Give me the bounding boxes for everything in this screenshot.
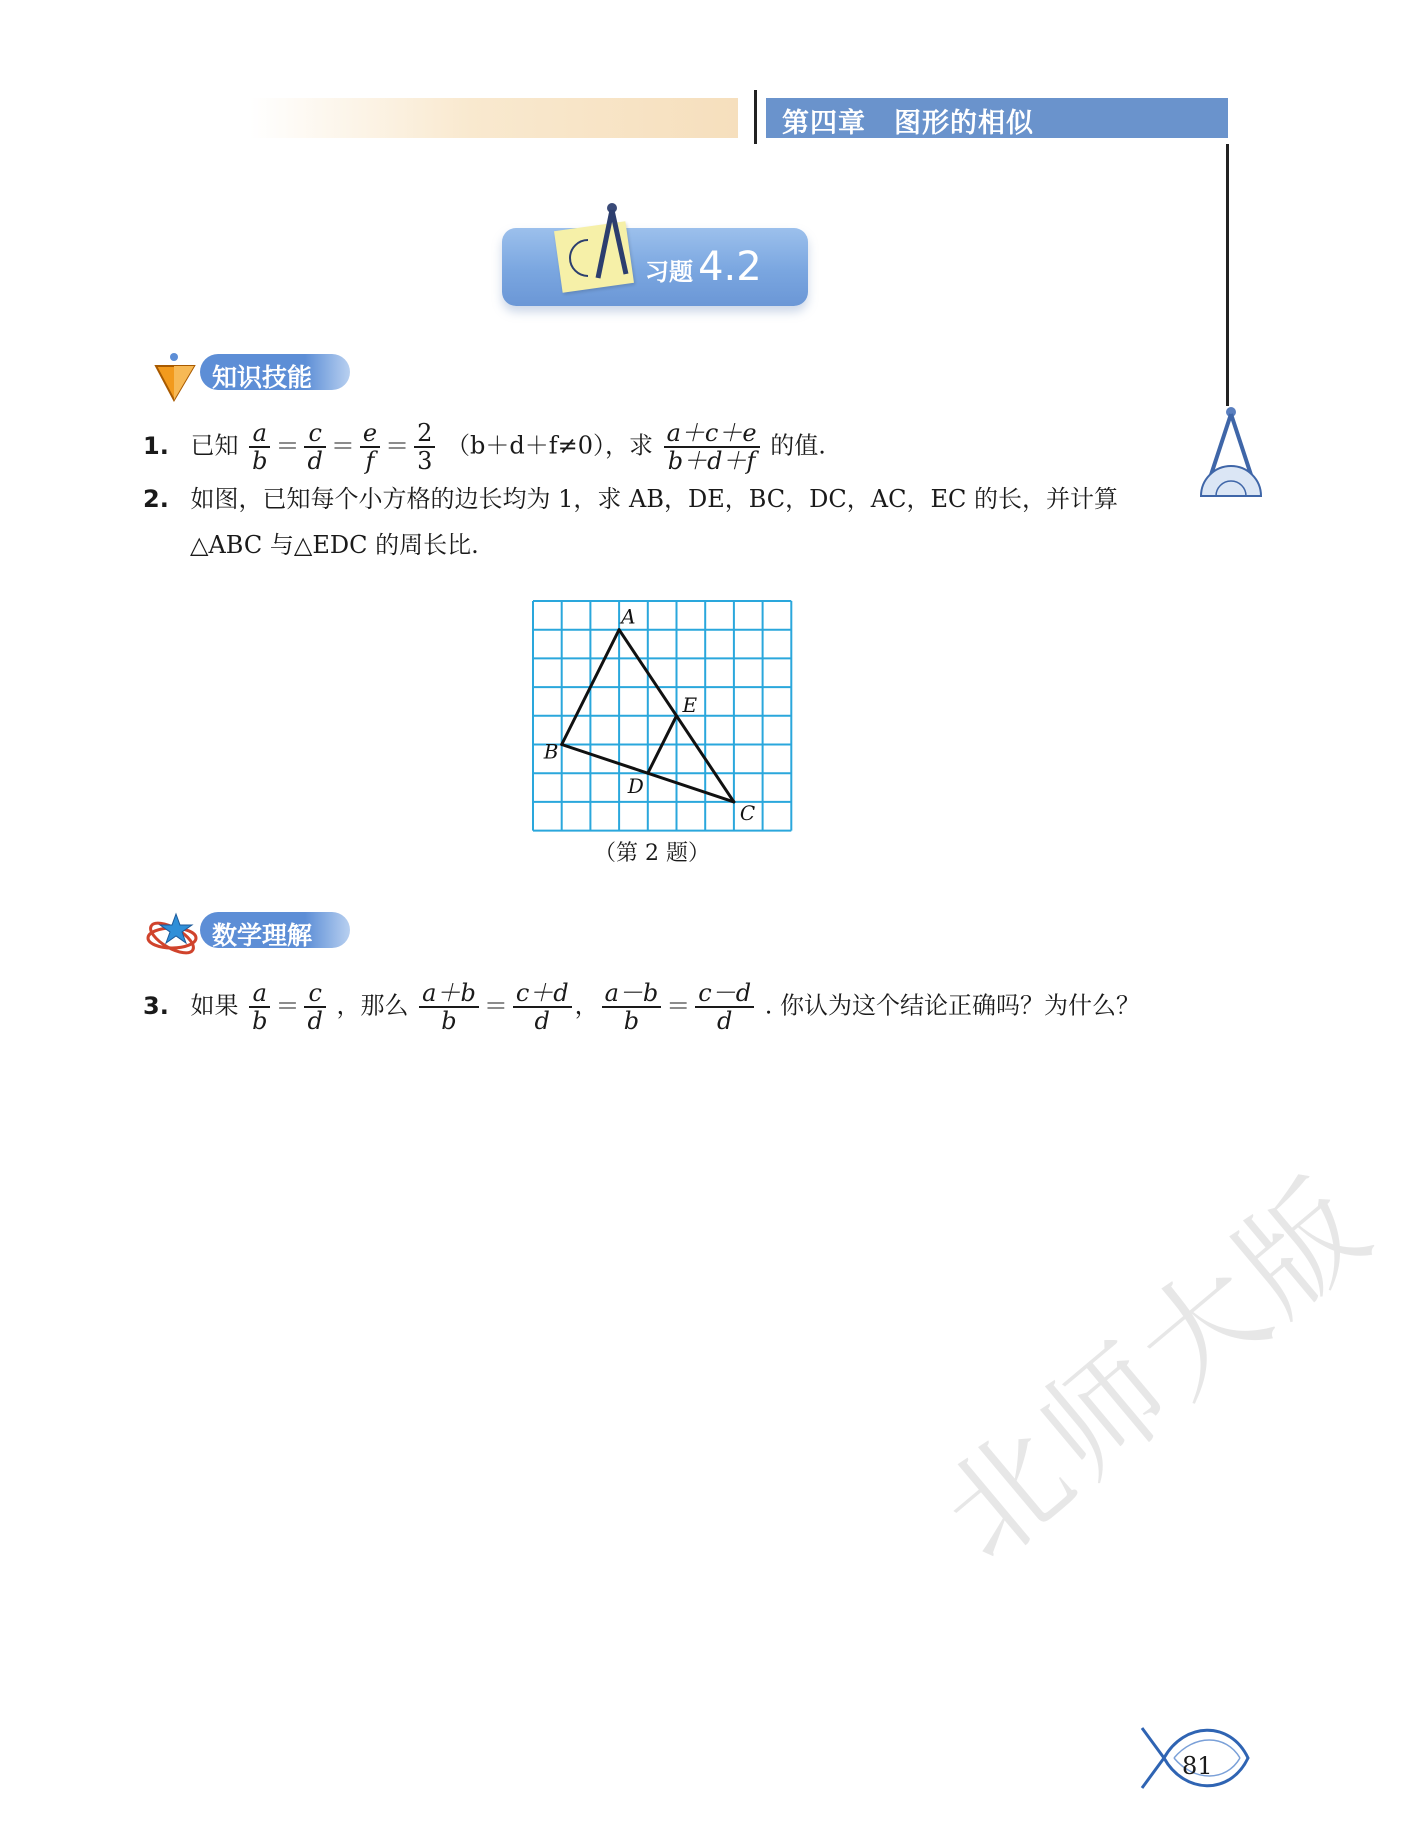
header-separator — [754, 90, 757, 144]
watermark: 北师大版 — [917, 1151, 1399, 1588]
problem-text: 已知 — [190, 431, 239, 460]
numerator: c — [304, 420, 325, 448]
denominator: b — [623, 1007, 640, 1035]
section-understanding — [146, 910, 362, 950]
problem-3: 3. 如果 $\frac{a}{b}$ ＝ $\frac{c}{d}$ ，那么 $\frac{a+b}{b}$ ＝ $\frac{c+d}{d}$ ， $\frac{a-b}{b}$ ＝ $\frac{c-d}{d}$ . 你认为这个结论正确吗？为什么？ — [143, 979, 1141, 1035]
point-label-e: E — [682, 692, 698, 717]
numerator: c－d — [695, 980, 754, 1008]
fraction — [419, 980, 479, 1034]
exercise-number: 4.2 — [698, 244, 762, 290]
denominator: b＋d＋f — [667, 447, 756, 475]
numerator: a＋b — [419, 980, 479, 1008]
grid-figure — [520, 590, 800, 830]
point-label-c: C — [739, 800, 756, 825]
header-gradient-band — [250, 98, 738, 138]
figure-caption: （第 2 题） — [594, 841, 710, 866]
margin-rule — [1226, 144, 1229, 406]
fraction — [695, 980, 754, 1034]
numerator: 2 — [414, 420, 435, 448]
denominator: b — [252, 447, 268, 475]
chapter-title: 第四章 图形的相似 — [782, 108, 1034, 139]
fraction — [664, 420, 760, 474]
fraction — [249, 980, 270, 1034]
problem-text: △ABC 与△EDC 的周长比. — [190, 531, 479, 559]
numerator: a — [249, 980, 270, 1008]
problem-text: 的值. — [770, 431, 826, 460]
fraction — [304, 980, 325, 1034]
exercise-title — [645, 244, 762, 290]
problem-1: 1. 已知 $\frac{a}{b}$ ＝ $\frac{c}{d}$ ＝ $\frac{e}{f}$ ＝ $\frac{2}{3}$ （b＋d＋f≠0），求 $\frac{a+c+e}{b+d+f}$ 的值. — [143, 419, 826, 475]
compass-protractor-icon — [1196, 404, 1266, 504]
problem-text: 如图，已知每个小方格的边长均为 1，求 AB，DE，BC，DC，AC，EC 的长，并计算 — [190, 485, 1118, 513]
denominator: d — [307, 1007, 323, 1035]
fraction — [360, 420, 380, 474]
exercise-label: 习题 — [645, 258, 693, 286]
problem-number: 3. — [143, 991, 169, 1020]
numerator: a — [249, 420, 270, 448]
numerator: e — [360, 420, 380, 448]
problem-2-line-2 — [190, 528, 479, 562]
compass-icon — [574, 200, 644, 296]
section-skills — [152, 352, 362, 392]
fraction — [602, 980, 662, 1034]
problem-text: . 你认为这个结论正确吗？为什么？ — [764, 991, 1141, 1020]
problem-text: ， — [574, 991, 599, 1020]
denominator: d — [717, 1007, 733, 1035]
problem-text: 如果 — [190, 991, 239, 1020]
pyramid-icon — [152, 352, 200, 402]
problem-text: ，那么 — [336, 991, 409, 1020]
page-number: 81 — [1182, 1752, 1213, 1780]
atom-star-icon — [146, 910, 202, 958]
fraction — [249, 420, 270, 474]
problem-2 — [143, 482, 1118, 516]
numerator: a＋c＋e — [664, 420, 760, 448]
problem-number: 1. — [143, 431, 169, 460]
numerator: c — [304, 980, 325, 1008]
fraction — [414, 420, 435, 474]
point-label-a: A — [621, 604, 636, 629]
denominator: d — [307, 447, 323, 475]
section-title: 数学理解 — [212, 921, 313, 950]
denominator: 3 — [417, 447, 433, 475]
denominator: b — [441, 1007, 457, 1035]
fraction — [513, 980, 572, 1034]
problem-number: 2. — [143, 485, 169, 513]
section-title: 知识技能 — [212, 363, 313, 392]
denominator: b — [252, 1007, 268, 1035]
fraction — [304, 420, 325, 474]
numerator: c＋d — [513, 980, 572, 1008]
denominator: d — [534, 1007, 550, 1035]
point-label-b: B — [543, 739, 559, 764]
problem-text: （b＋d＋f≠0），求 — [445, 431, 653, 460]
denominator: f — [365, 447, 375, 475]
numerator: a－b — [602, 980, 662, 1008]
point-label-d: D — [627, 774, 644, 799]
